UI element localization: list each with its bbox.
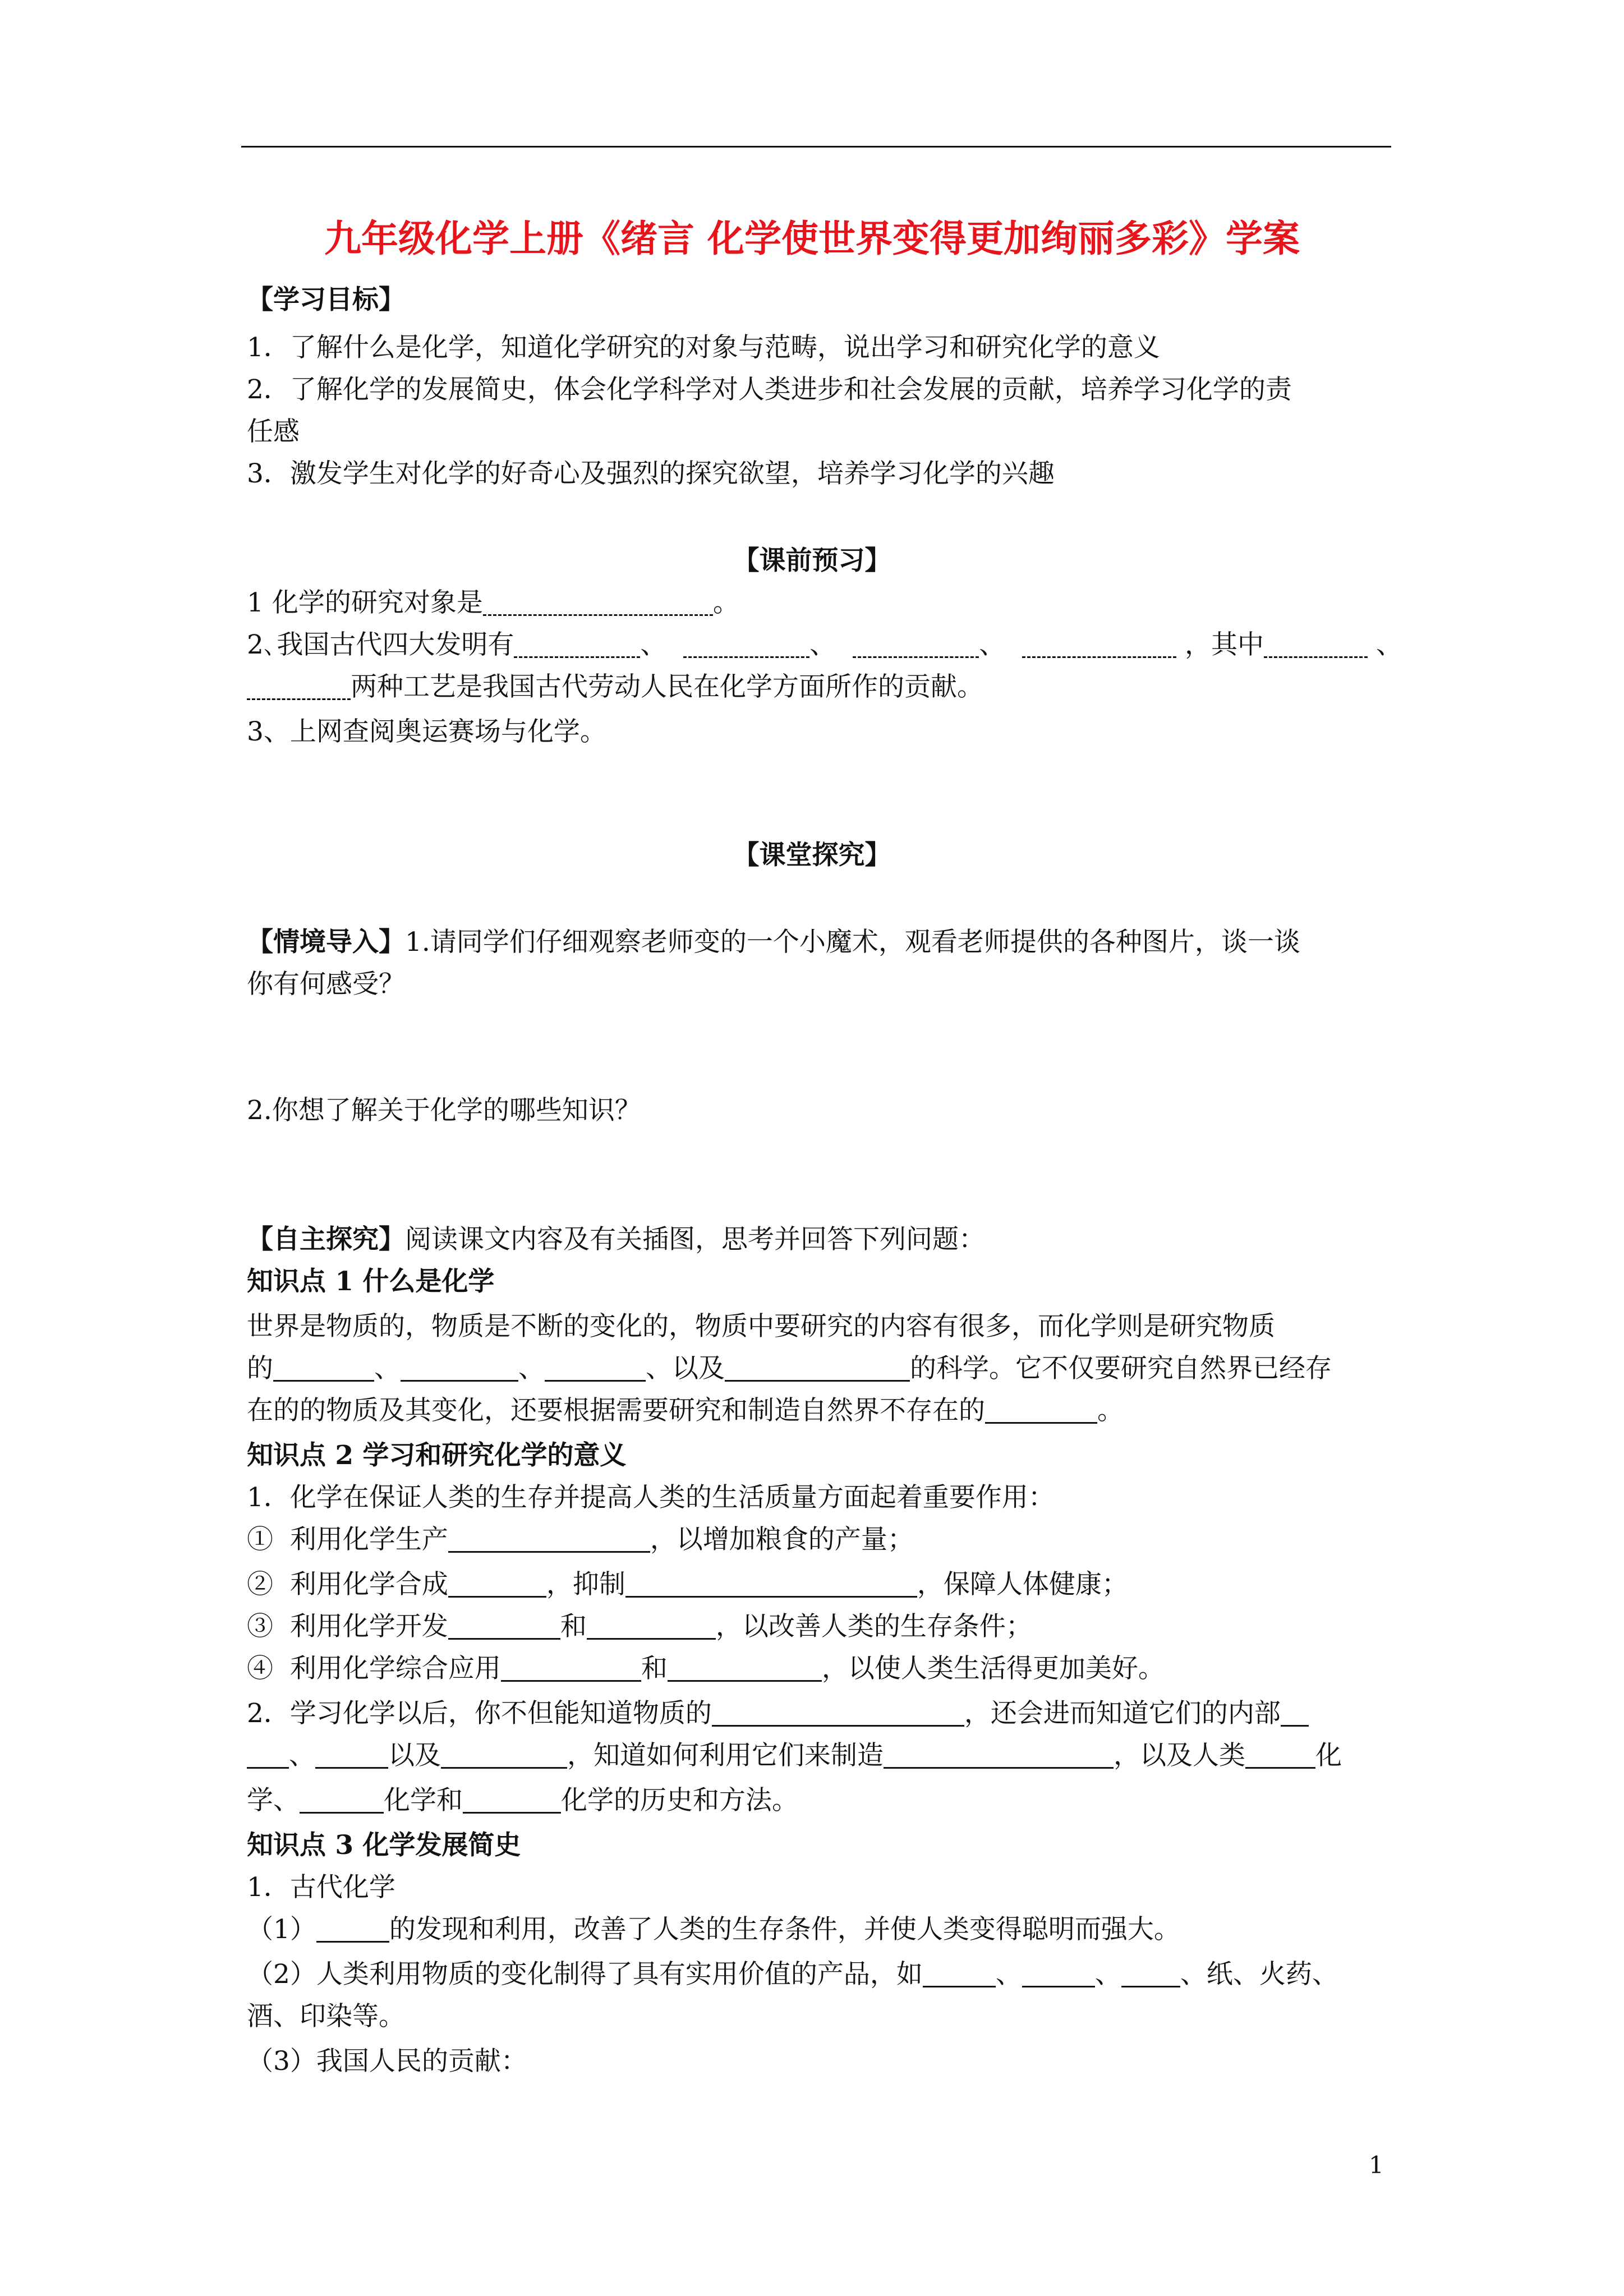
k3-item-3: （3）我国人民的贡献： — [247, 2046, 527, 2077]
answer-blank[interactable] — [273, 1354, 374, 1382]
self-label: 【自主探究】 — [247, 1224, 405, 1255]
k2-line-1: 1．化学在保证人类的生存并提高人类的生活质量方面起着重要作用： — [247, 1482, 1055, 1513]
text: ，还会进而知道它们的内部 — [964, 1698, 1281, 1729]
preview-q1-text: 1 化学的研究对象是 — [247, 587, 483, 618]
situation-label: 【情境导入】 — [247, 927, 405, 958]
text: 的 — [247, 1353, 273, 1384]
sep: 、 — [979, 629, 1006, 660]
answer-blank[interactable] — [725, 1354, 910, 1382]
text: ，知道如何利用它们来制造 — [567, 1740, 884, 1771]
text: 利用化学生产 — [289, 1524, 448, 1555]
answer-blank[interactable] — [1264, 631, 1368, 658]
marker: ④ — [247, 1653, 273, 1684]
text: 以及 — [388, 1740, 441, 1771]
answer-blank[interactable] — [1022, 1960, 1095, 1987]
preview-q3: 3、上网查阅奥运赛场与化学。 — [247, 716, 606, 747]
answer-blank[interactable] — [247, 673, 351, 700]
text: 在的的物质及其变化，还要根据需要研究和制造自然界不存在的 — [247, 1395, 985, 1426]
text: ，以使人类生活得更加美好。 — [821, 1653, 1165, 1684]
situation-q2: 2.你想了解关于化学的哪些知识？ — [247, 1095, 641, 1126]
text: 学、 — [247, 1785, 300, 1816]
text: 的发现和利用，改善了人类的生存条件，并使人类变得聪明而强大。 — [389, 1914, 1180, 1945]
text: （2）人类利用物质的变化制得了具有实用价值的产品，如 — [247, 1959, 923, 1990]
preview-q2 — [247, 628, 1402, 662]
objective-2-cont: 任感 — [247, 416, 300, 447]
answer-blank[interactable] — [853, 631, 979, 658]
answer-blank[interactable] — [545, 1354, 646, 1382]
k2-item-1 — [247, 1523, 1402, 1557]
section-objectives: 【学习目标】 — [247, 284, 405, 315]
sep: 、 — [518, 1353, 545, 1384]
text: 、以及 — [646, 1353, 725, 1384]
k3-heading: 知识点 3 化学发展简史 — [247, 1830, 521, 1861]
text: ，以增加粮食的产量； — [650, 1524, 914, 1555]
marker: ② — [247, 1569, 273, 1600]
k3-item-2 — [247, 1958, 1402, 1991]
k2-line-2 — [247, 1697, 1402, 1731]
answer-blank[interactable] — [1121, 1960, 1180, 1987]
page-number: 1 — [1369, 2151, 1384, 2179]
text: 的科学。它不仅要研究自然界已经存 — [910, 1353, 1332, 1384]
text: ，抑制 — [546, 1569, 625, 1600]
answer-blank[interactable] — [300, 1786, 384, 1814]
text: 化学和 — [384, 1785, 463, 1816]
sep: 、 — [640, 629, 667, 660]
k2-heading: 知识点 2 学习和研究化学的意义 — [247, 1440, 627, 1471]
answer-blank[interactable] — [448, 1612, 560, 1640]
sep: 、 — [809, 629, 836, 660]
text: ，以改善人类的生存条件； — [715, 1611, 1032, 1642]
answer-blank[interactable] — [712, 1699, 964, 1727]
k2-line-3 — [247, 1739, 1402, 1773]
objective-1: 1．了解什么是化学，知道化学研究的对象与范畴，说出学习和研究化学的意义 — [247, 332, 1160, 363]
text: 、纸、火药、 — [1180, 1959, 1338, 1990]
objective-2: 2．了解化学的发展简史，体会化学科学对人类进步和社会发展的贡献，培养学习化学的责 — [247, 374, 1292, 405]
answer-blank[interactable] — [625, 1570, 917, 1598]
text: 化学的历史和方法。 — [561, 1785, 798, 1816]
text: 利用化学综合应用 — [289, 1653, 501, 1684]
answer-blank[interactable] — [668, 1654, 822, 1682]
answer-blank[interactable] — [247, 1741, 289, 1769]
answer-blank[interactable] — [587, 1612, 716, 1640]
k1-line-3 — [247, 1394, 1402, 1428]
preview-q1-end: 。 — [712, 587, 739, 618]
answer-blank[interactable] — [463, 1786, 561, 1814]
text: 利用化学合成 — [289, 1569, 448, 1600]
section-explore: 【课堂探究】 — [733, 840, 891, 871]
text: （1） — [247, 1914, 316, 1945]
answer-blank[interactable] — [985, 1396, 1097, 1424]
answer-blank[interactable] — [1022, 631, 1176, 658]
k3-item-1 — [247, 1913, 1402, 1947]
situation-q1-cont: 你有何感受？ — [247, 969, 405, 1000]
text: 化 — [1315, 1740, 1342, 1771]
answer-blank[interactable] — [1281, 1699, 1309, 1727]
k2-item-4 — [247, 1652, 1402, 1686]
k1-heading: 知识点 1 什么是化学 — [247, 1266, 495, 1297]
preview-q2-end: 两种工艺是我国古代劳动人民在化学方面所作的贡献。 — [351, 671, 983, 702]
text: 利用化学开发 — [289, 1611, 448, 1642]
k1-line-2 — [247, 1352, 1402, 1386]
text: 2．学习化学以后，你不但能知道物质的 — [247, 1698, 712, 1729]
answer-blank[interactable] — [501, 1654, 641, 1682]
sep: 、 — [1094, 1959, 1121, 1990]
text: ，以及人类 — [1114, 1740, 1245, 1771]
preview-q2-cont — [247, 670, 1402, 704]
section-preview: 【课前预习】 — [733, 545, 891, 576]
answer-blank[interactable] — [514, 631, 640, 658]
text: ，保障人体健康； — [917, 1569, 1128, 1600]
situation-q1 — [247, 926, 1402, 959]
answer-blank[interactable] — [441, 1741, 567, 1769]
objective-3: 3．激发学生对化学的好奇心及强烈的探究欲望，培养学习化学的兴趣 — [247, 458, 1055, 489]
self-explore — [247, 1223, 1402, 1257]
k3-line-1: 1．古代化学 — [247, 1872, 395, 1903]
page-title: 九年级化学上册《绪言 化学使世界变得更加绚丽多彩》学案 — [324, 217, 1300, 260]
answer-blank[interactable] — [683, 631, 809, 658]
answer-blank[interactable] — [884, 1741, 1114, 1769]
sep: 、 — [289, 1740, 315, 1771]
answer-blank[interactable] — [923, 1960, 996, 1987]
k2-item-3 — [247, 1610, 1402, 1644]
k3-item-2-cont: 酒、印染等。 — [247, 2001, 405, 2032]
situation-q1-text: 1.请同学们仔细观察老师变的一个小魔术，观看老师提供的各种图片，谈一谈 — [405, 927, 1300, 958]
sep: 、 — [374, 1353, 401, 1384]
answer-blank[interactable] — [1245, 1741, 1315, 1769]
k2-item-2 — [247, 1568, 1402, 1602]
answer-blank[interactable] — [316, 1915, 389, 1943]
sep: 、 — [1375, 629, 1402, 660]
preview-q2-text: 2､我国古代四大发明有 — [247, 629, 514, 660]
k1-line-1: 世界是物质的，物质是不断的变化的，物质中要研究的内容有很多，而化学则是研究物质 — [247, 1311, 1275, 1342]
text: 和 — [560, 1611, 587, 1642]
header-rule — [241, 146, 1391, 148]
marker: ③ — [247, 1611, 273, 1642]
preview-q2-mid: ，其中 — [1185, 629, 1264, 660]
preview-q1 — [247, 586, 1402, 620]
answer-blank[interactable] — [483, 588, 713, 616]
answer-blank[interactable] — [448, 1525, 650, 1553]
answer-blank[interactable] — [401, 1354, 518, 1382]
sep: 、 — [995, 1959, 1022, 1990]
self-text: 阅读课文内容及有关插图，思考并回答下列问题： — [405, 1224, 985, 1255]
answer-blank[interactable] — [448, 1570, 546, 1598]
answer-blank[interactable] — [315, 1741, 388, 1769]
text: 和 — [641, 1653, 668, 1684]
k2-line-4 — [247, 1784, 1402, 1818]
text: 。 — [1097, 1395, 1124, 1426]
marker: ① — [247, 1524, 273, 1555]
